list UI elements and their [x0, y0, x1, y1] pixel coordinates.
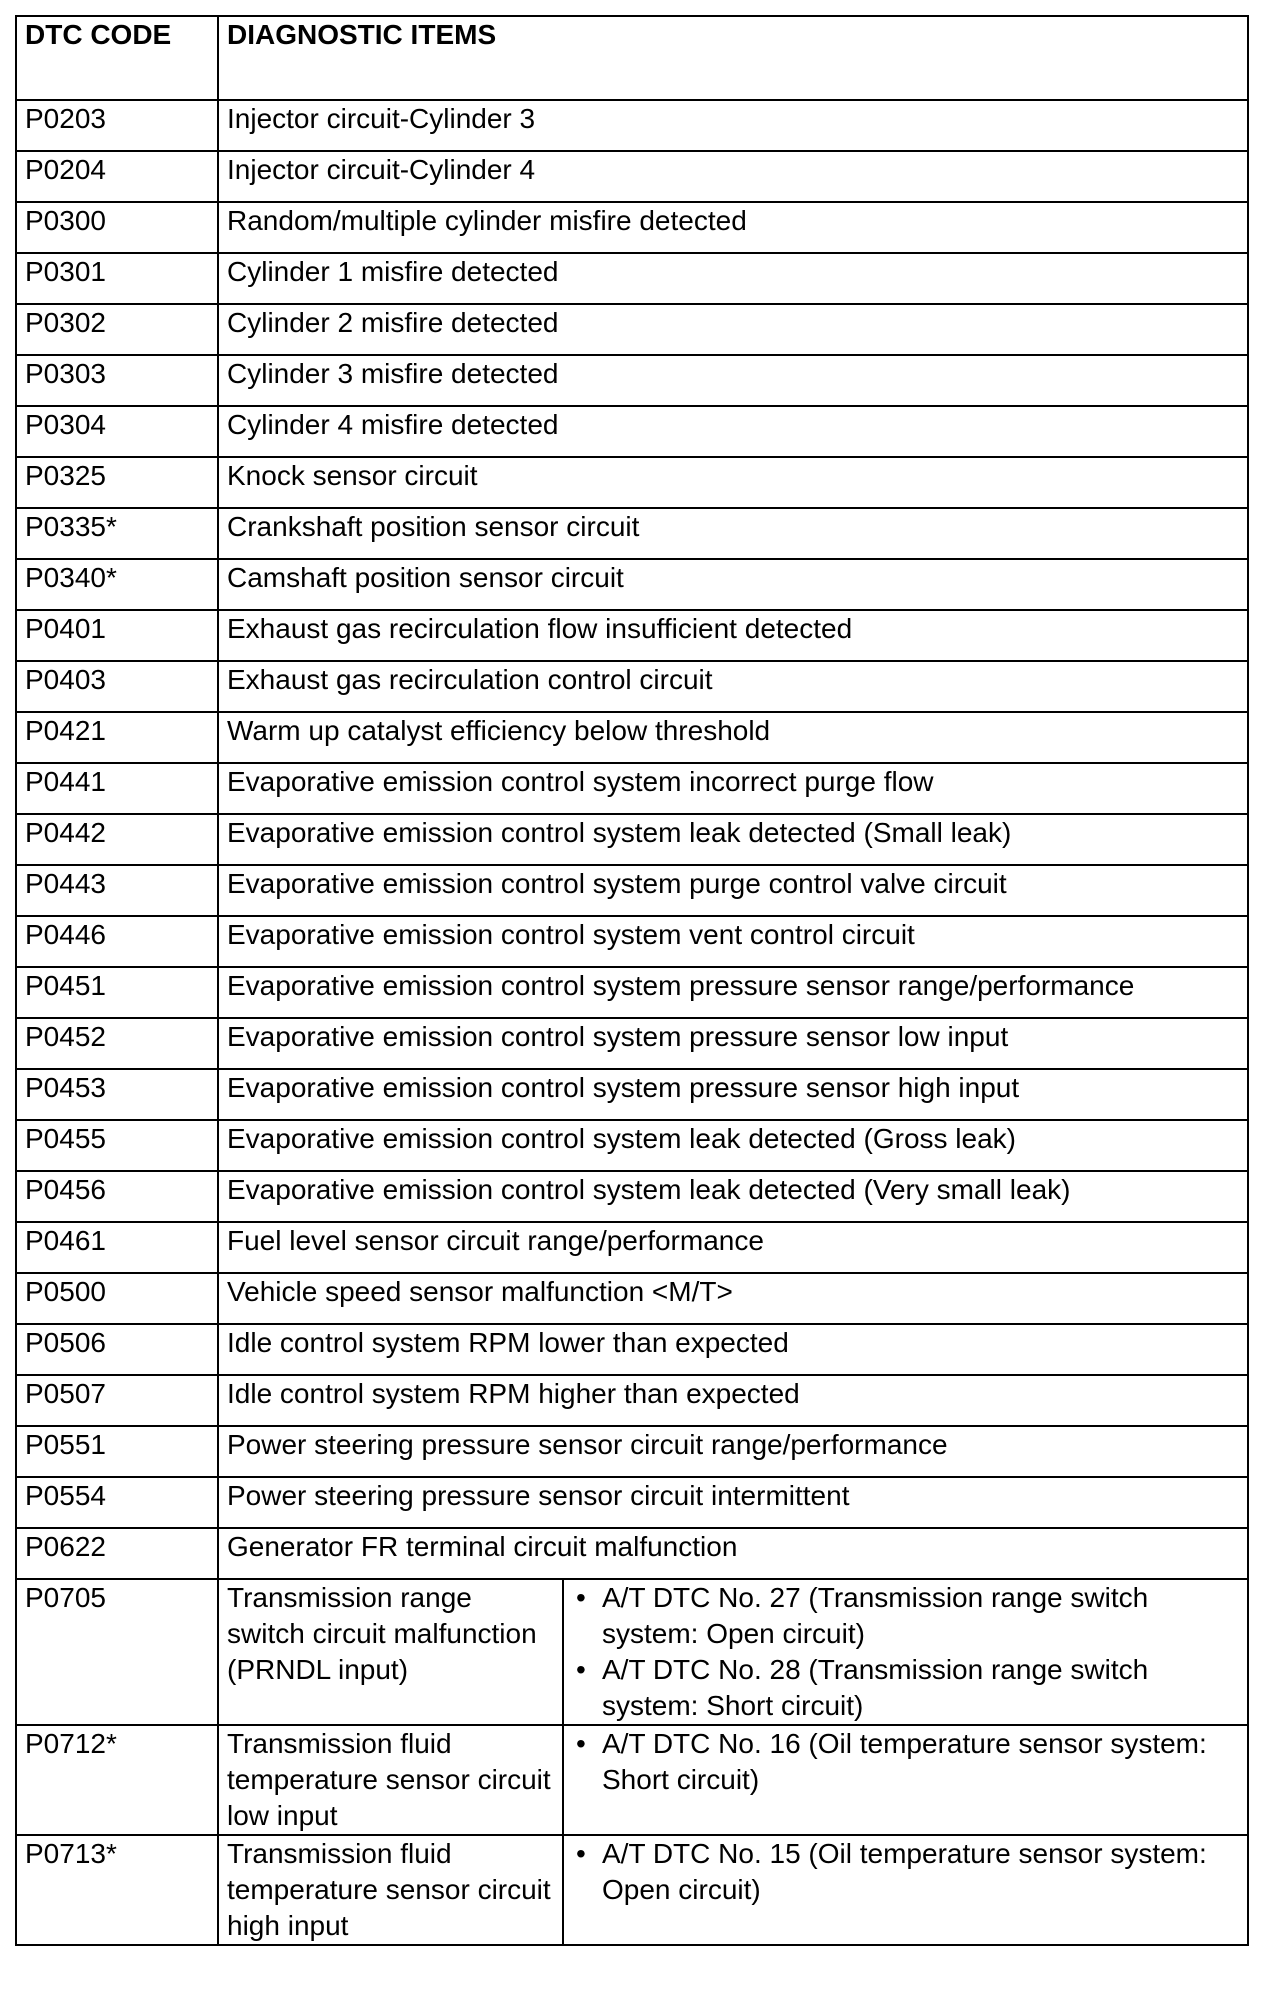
diagnostic-item-cell: Transmission range switch circuit malfunction (PRNDL input) — [218, 1579, 563, 1725]
diagnostic-item-cell: Evaporative emission control system leak detected (Very small leak) — [218, 1171, 1248, 1222]
dtc-table — [15, 15, 1249, 1946]
dtc-code-cell: P0302 — [16, 304, 218, 355]
table-row — [16, 559, 1248, 610]
dtc-code-cell: P0452 — [16, 1018, 218, 1069]
diagnostic-item-cell: Generator FR terminal circuit malfunction — [218, 1528, 1248, 1579]
table-row — [16, 100, 1248, 151]
dtc-code-cell: P0507 — [16, 1375, 218, 1426]
diagnostic-item-cell: Evaporative emission control system vent control circuit — [218, 916, 1248, 967]
table-row — [16, 1018, 1248, 1069]
diagnostic-item-cell: Power steering pressure sensor circuit intermittent — [218, 1477, 1248, 1528]
notes-list — [572, 1580, 1239, 1724]
note-item: • A/T DTC No. 27 (Transmission range switch system: Open circuit) — [602, 1580, 1239, 1652]
dtc-code-cell: P0713* — [16, 1835, 218, 1945]
dtc-code-cell: P0446 — [16, 916, 218, 967]
table-row — [16, 202, 1248, 253]
dtc-code-cell: P0554 — [16, 1477, 218, 1528]
dtc-code-cell: P0401 — [16, 610, 218, 661]
table-row — [16, 1273, 1248, 1324]
dtc-code-cell: P0304 — [16, 406, 218, 457]
table-row — [16, 253, 1248, 304]
table-row — [16, 712, 1248, 763]
table-row — [16, 457, 1248, 508]
notes-list — [572, 1836, 1239, 1908]
diagnostic-item-cell: Cylinder 4 misfire detected — [218, 406, 1248, 457]
dtc-code-cell: P0340* — [16, 559, 218, 610]
diagnostic-item-cell: Injector circuit-Cylinder 4 — [218, 151, 1248, 202]
dtc-code-cell: P0451 — [16, 967, 218, 1018]
table-row — [16, 1528, 1248, 1579]
diagnostic-item-cell: Idle control system RPM lower than expected — [218, 1324, 1248, 1375]
diagnostic-item-cell: Power steering pressure sensor circuit range/performance — [218, 1426, 1248, 1477]
table-row — [16, 355, 1248, 406]
dtc-code-cell: P0325 — [16, 457, 218, 508]
dtc-code-cell: P0303 — [16, 355, 218, 406]
table-row — [16, 763, 1248, 814]
dtc-code-cell: P0204 — [16, 151, 218, 202]
dtc-code-cell: P0506 — [16, 1324, 218, 1375]
diagnostic-item-cell: Cylinder 1 misfire detected — [218, 253, 1248, 304]
dtc-code-cell: P0441 — [16, 763, 218, 814]
table-row — [16, 1222, 1248, 1273]
diagnostic-item-cell: Cylinder 2 misfire detected — [218, 304, 1248, 355]
diagnostic-notes-cell — [563, 1725, 1248, 1835]
table-row — [16, 1375, 1248, 1426]
header-dtc-code: DTC CODE — [16, 16, 218, 100]
table-row — [16, 406, 1248, 457]
diagnostic-item-cell: Evaporative emission control system pressure sensor high input — [218, 1069, 1248, 1120]
dtc-code-cell: P0622 — [16, 1528, 218, 1579]
diagnostic-item-cell: Evaporative emission control system incorrect purge flow — [218, 763, 1248, 814]
table-row — [16, 865, 1248, 916]
table-row — [16, 814, 1248, 865]
diagnostic-item-cell: Fuel level sensor circuit range/performance — [218, 1222, 1248, 1273]
dtc-code-cell: P0335* — [16, 508, 218, 559]
table-row — [16, 151, 1248, 202]
diagnostic-item-cell: Exhaust gas recirculation control circuit — [218, 661, 1248, 712]
diagnostic-notes-cell — [563, 1835, 1248, 1945]
dtc-code-cell: P0442 — [16, 814, 218, 865]
table-row — [16, 1171, 1248, 1222]
table-row — [16, 661, 1248, 712]
diagnostic-item-cell: Evaporative emission control system pressure sensor low input — [218, 1018, 1248, 1069]
note-item: • A/T DTC No. 28 (Transmission range switch system: Short circuit) — [602, 1652, 1239, 1724]
table-row — [16, 1477, 1248, 1528]
note-item: • A/T DTC No. 15 (Oil temperature sensor system: Open circuit) — [602, 1836, 1239, 1908]
note-item: • A/T DTC No. 16 (Oil temperature sensor system: Short circuit) — [602, 1726, 1239, 1798]
diagnostic-item-cell: Cylinder 3 misfire detected — [218, 355, 1248, 406]
diagnostic-item-cell: Vehicle speed sensor malfunction <M/T> — [218, 1273, 1248, 1324]
dtc-code-cell: P0455 — [16, 1120, 218, 1171]
dtc-code-cell: P0705 — [16, 1579, 218, 1725]
table-row — [16, 967, 1248, 1018]
dtc-code-cell: P0712* — [16, 1725, 218, 1835]
table-row — [16, 1120, 1248, 1171]
table-row — [16, 610, 1248, 661]
table-row — [16, 1835, 1248, 1945]
diagnostic-item-cell: Injector circuit-Cylinder 3 — [218, 100, 1248, 151]
dtc-code-cell: P0551 — [16, 1426, 218, 1477]
table-row — [16, 1324, 1248, 1375]
diagnostic-item-cell: Warm up catalyst efficiency below threshold — [218, 712, 1248, 763]
diagnostic-item-cell: Knock sensor circuit — [218, 457, 1248, 508]
diagnostic-notes-cell — [563, 1579, 1248, 1725]
diagnostic-item-cell: Crankshaft position sensor circuit — [218, 508, 1248, 559]
diagnostic-item-cell: Evaporative emission control system purge control valve circuit — [218, 865, 1248, 916]
table-row — [16, 304, 1248, 355]
dtc-code-cell: P0203 — [16, 100, 218, 151]
diagnostic-item-cell: Evaporative emission control system pressure sensor range/performance — [218, 967, 1248, 1018]
table-row — [16, 1426, 1248, 1477]
dtc-code-cell: P0500 — [16, 1273, 218, 1324]
diagnostic-item-cell: Random/multiple cylinder misfire detected — [218, 202, 1248, 253]
diagnostic-item-cell: Evaporative emission control system leak detected (Small leak) — [218, 814, 1248, 865]
table-row — [16, 1725, 1248, 1835]
header-diagnostic-items: DIAGNOSTIC ITEMS — [218, 16, 1248, 100]
table-body — [16, 100, 1248, 1945]
dtc-code-cell: P0301 — [16, 253, 218, 304]
dtc-code-cell: P0300 — [16, 202, 218, 253]
table-row — [16, 508, 1248, 559]
dtc-code-cell: P0443 — [16, 865, 218, 916]
table-row — [16, 1579, 1248, 1725]
dtc-code-cell: P0456 — [16, 1171, 218, 1222]
diagnostic-item-cell: Transmission fluid temperature sensor circuit low input — [218, 1725, 563, 1835]
table-row — [16, 916, 1248, 967]
diagnostic-item-cell: Exhaust gas recirculation flow insufficient detected — [218, 610, 1248, 661]
dtc-code-cell: P0421 — [16, 712, 218, 763]
dtc-code-cell: P0403 — [16, 661, 218, 712]
table-row — [16, 1069, 1248, 1120]
notes-list — [572, 1726, 1239, 1798]
diagnostic-item-cell: Transmission fluid temperature sensor circuit high input — [218, 1835, 563, 1945]
diagnostic-item-cell: Evaporative emission control system leak detected (Gross leak) — [218, 1120, 1248, 1171]
diagnostic-item-cell: Idle control system RPM higher than expected — [218, 1375, 1248, 1426]
dtc-code-cell: P0461 — [16, 1222, 218, 1273]
diagnostic-item-cell: Camshaft position sensor circuit — [218, 559, 1248, 610]
dtc-code-cell: P0453 — [16, 1069, 218, 1120]
header-row — [16, 16, 1248, 100]
